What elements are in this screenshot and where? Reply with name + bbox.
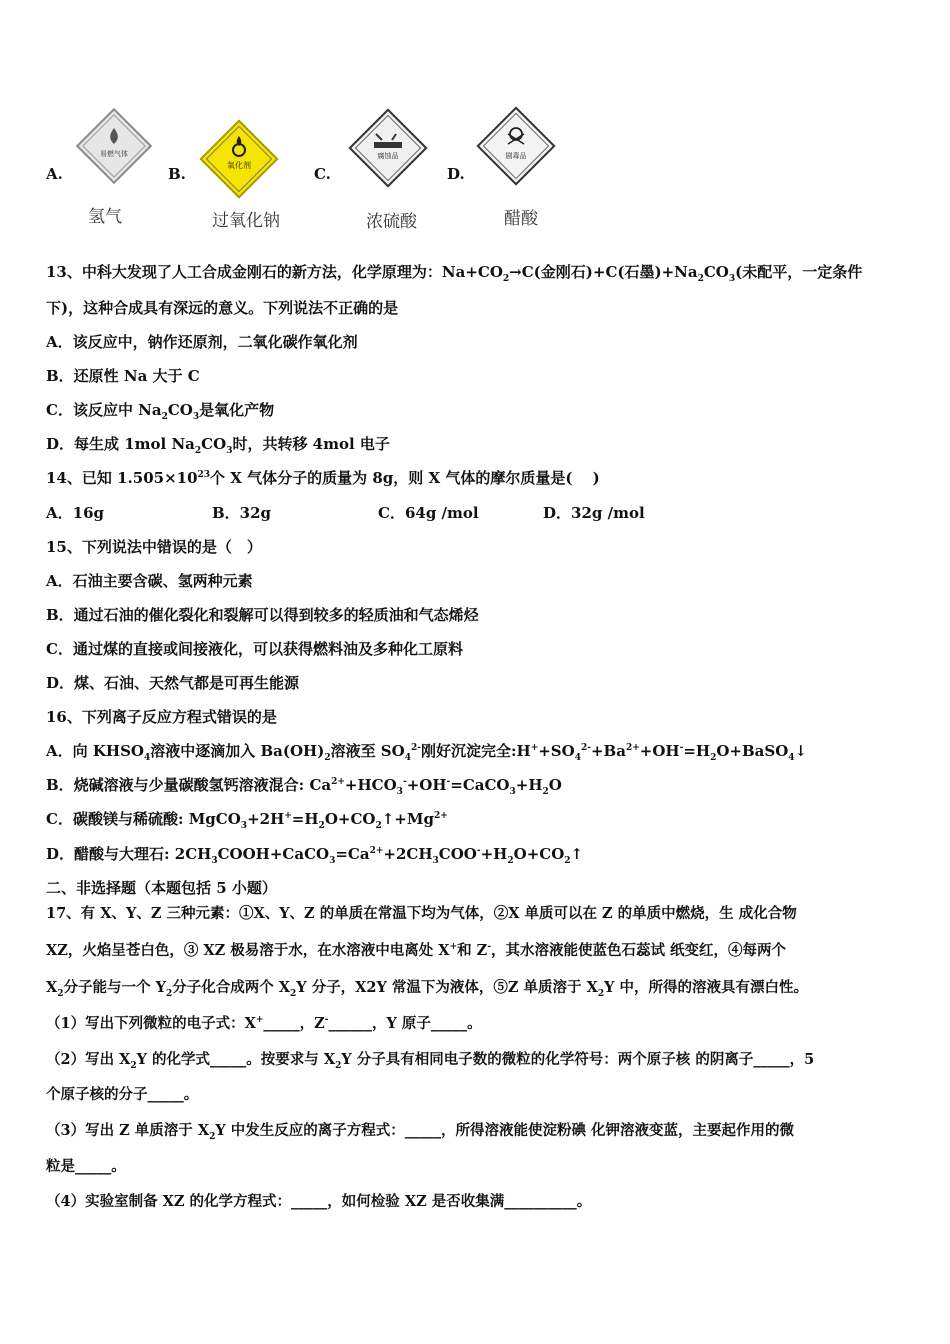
q14-stem: 14、已知 $1.505\times 10^{23}$个 X 气体分子的质量为 8g，则 X 气体的摩尔质量是( ) [46, 469, 600, 487]
sign-c-text: 腐蚀品 [377, 152, 399, 160]
oxidizer-sign [198, 118, 280, 200]
toxic-sign [474, 104, 558, 188]
q15-option-b: B．通过石油的催化裂化和裂解可以得到较多的轻质油和气态烯烃 [46, 606, 479, 624]
sign-b-text: 氧化剂 [227, 161, 251, 170]
q13-option-c: C．该反应中 $Na_2CO_3$是氧化产物 [46, 401, 275, 422]
q17-part3-cont: 粒是_____。 [46, 1158, 126, 1175]
caption-a: 氢气 [88, 207, 122, 227]
q16-stem: 16、下列离子反应方程式错误的是 [46, 708, 277, 726]
q15-stem: 15、下列说法中错误的是（ ） [46, 538, 262, 556]
q14-option-b: B．32g [212, 504, 272, 522]
q17-line1: 17、有 X、Y、Z 三种元素：①X、Y、Z 的单质在常温下均为气体，②X 单质可以在 Z 的单质中燃烧，生 成化合物 [46, 905, 797, 922]
q16-option-d: D．醋酸与大理石: $2CH_3COOH+CaCO_3=Ca^{2+}+2CH_3COO^-+H_2O+CO_2↑$ [46, 845, 584, 866]
q14-option-a: A．16g [46, 504, 105, 522]
q15-option-a: A．石油主要含碳、氢两种元素 [46, 572, 253, 590]
caption-b: 过氧化钠 [212, 211, 280, 231]
sign-a-text: 易燃气体 [100, 150, 128, 158]
option-b-label: B. [168, 165, 186, 183]
q13-option-a: A．该反应中，钠作还原剂，二氧化碳作氧化剂 [46, 333, 358, 351]
q13-option-b: B．还原性 Na 大于 C [46, 367, 200, 385]
q15-option-d: D．煤、石油、天然气都是可再生能源 [46, 674, 300, 692]
q16-option-b: B．烧碱溶液与少量碳酸氢钙溶液混合: $Ca^{2+}+HCO_3^-+OH^-=CaCO_3+H_2O$ [46, 776, 562, 797]
caption-d: 醋酸 [504, 209, 538, 229]
q14-option-d: D．32g /mol [543, 504, 645, 522]
q17-line3: $X_2$分子能与一个 $Y_2$分子化合成两个 $X_2Y$ 分子，X2Y 常温下为液体，⑤Z 单质溶于 $X_2Y$ 中，所得的溶液具有漂白性。 [46, 979, 809, 999]
q17-part2: （2）写出 $X_2Y$ 的化学式_____。按要求与 $X_2Y$ 分子具有相同电子数的微粒的化学符号：两个原子核 的阴离子_____，5 [46, 1051, 815, 1071]
option-a-label: A. [46, 165, 63, 183]
q15-option-c: C．通过煤的直接或间接液化，可以获得燃料油及多种化工原料 [46, 640, 463, 658]
corrosive-sign [346, 106, 430, 190]
q13-stem-line1: 13、中科大发现了人工合成金刚石的新方法，化学原理为：$Na+CO_2\to C$(金刚石)+C(石墨)$+Na_2CO_3$(未配平，一定条件 [46, 263, 863, 284]
corrosive-icon [374, 142, 402, 148]
q16-option-c: C．碳酸镁与稀硫酸: $MgCO_3+2H^+=H_2O+CO_2↑+Mg^{2+}$ [46, 810, 448, 831]
q17-part4: （4）实验室制备 XZ 的化学方程式：_____，如何检验 XZ 是否收集满__________。 [46, 1193, 592, 1210]
q17-part2-cont: 个原子核的分子_____。 [46, 1086, 199, 1103]
section-title: 二、非选择题（本题包括 5 小题） [46, 879, 277, 897]
option-c-label: C. [314, 165, 331, 183]
q16-option-a: A．向 $KHSO_4$溶液中逐滴加入 $Ba(OH)_2$溶液至 $SO_4^{2-}$刚好沉淀完全$:H^++SO_4^{2-}+Ba^{2+}+OH^-=H_2O+BaSO_4↓$ [46, 742, 808, 763]
caption-c: 浓硫酸 [366, 212, 417, 232]
q17-line2: XZ，火焰呈苍白色，③ XZ 极易溶于水，在水溶液中电离处 X+和 Z-，其水溶液能使蓝色石蕊试 纸变红，④每两个 [46, 942, 787, 959]
q17-part1: （1）写出下列微粒的电子式：X+_____，Z-______，Y 原子_____。 [46, 1015, 482, 1032]
option-d-label: D. [447, 165, 465, 183]
sign-d-text: 剧毒品 [505, 152, 527, 160]
q17-part3: （3）写出 Z 单质溶于 $X_2Y$ 中发生反应的离子方程式：_____，所得溶液能使淀粉碘 化钾溶液变蓝，主要起作用的微 [46, 1122, 795, 1142]
flammable-gas-sign [74, 106, 154, 186]
q13-stem-line2: 下)，这种合成具有深远的意义。下列说法不正确的是 [46, 299, 399, 317]
q14-option-c: C．64g /mol [378, 504, 479, 522]
q13-option-d: D．每生成 1mol $Na_2CO_3$时，共转移 4mol 电子 [46, 435, 390, 456]
